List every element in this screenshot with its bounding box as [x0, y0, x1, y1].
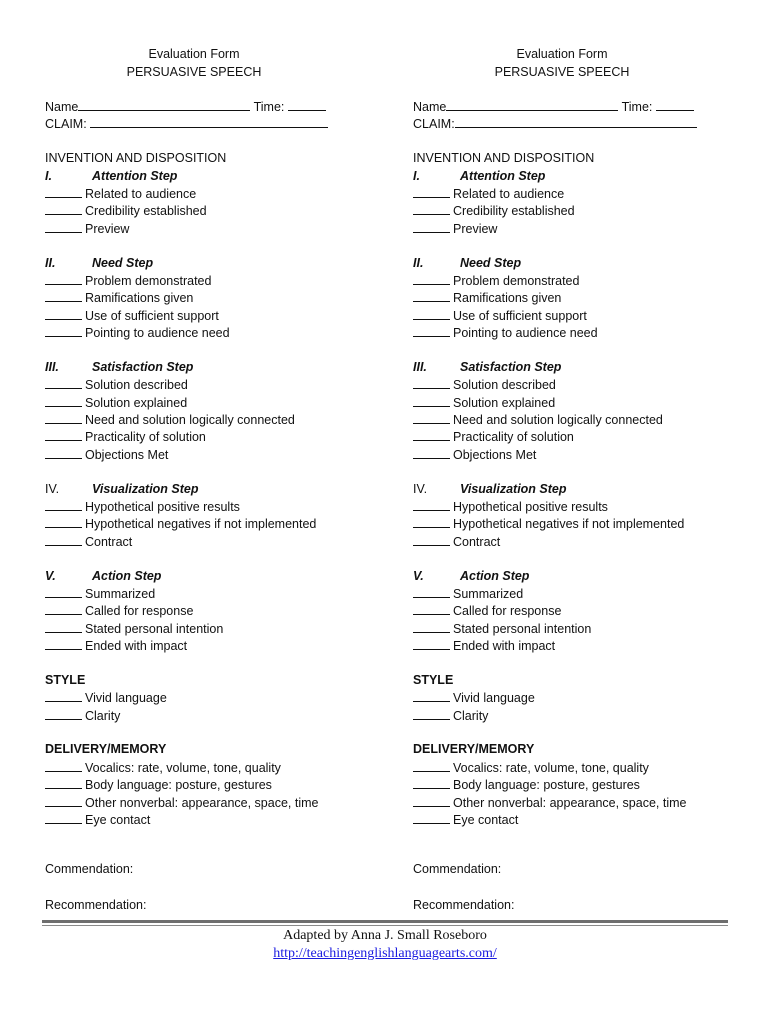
checklist-item	[45, 637, 345, 654]
item-label: Use of sufficient support	[85, 308, 219, 323]
checklist-item	[45, 759, 345, 776]
score-blank[interactable]	[45, 602, 82, 615]
style-heading: STYLE	[45, 672, 86, 687]
item-label: Credibility established	[85, 204, 207, 219]
item-label: Ramifications given	[453, 291, 562, 306]
section-heading-visualization	[413, 481, 713, 498]
section-title: Need Step	[92, 255, 154, 270]
item-label: Called for response	[85, 604, 194, 619]
form-title: Evaluation Form	[148, 47, 240, 61]
name-label: Name	[413, 100, 447, 114]
score-blank[interactable]	[413, 533, 450, 546]
checklist-item	[413, 707, 713, 724]
item-label: Called for response	[453, 604, 562, 619]
item-label: Problem demonstrated	[453, 273, 580, 288]
section-numeral: II.	[413, 255, 424, 270]
score-blank[interactable]	[413, 289, 450, 302]
footer	[0, 927, 770, 963]
item-label: Clarity	[85, 708, 121, 723]
checklist-item	[413, 376, 713, 393]
score-blank[interactable]	[413, 411, 450, 424]
checklist-item	[413, 411, 713, 428]
score-blank[interactable]	[45, 272, 82, 285]
checklist-item	[45, 620, 345, 637]
section-title: Satisfaction Step	[460, 359, 562, 374]
item-label: Vocalics: rate, volume, tone, quality	[453, 760, 649, 775]
score-blank[interactable]	[413, 776, 450, 789]
item-label: Stated personal intention	[453, 621, 592, 636]
score-blank[interactable]	[413, 394, 450, 407]
item-label: Body language: posture, gestures	[453, 778, 640, 793]
claim-row	[413, 115, 713, 132]
score-blank[interactable]	[45, 620, 82, 633]
score-blank[interactable]	[45, 689, 82, 702]
item-label: Related to audience	[85, 186, 197, 201]
checklist-item	[413, 428, 713, 445]
name-field[interactable]	[446, 98, 618, 111]
section-numeral: V.	[45, 568, 56, 583]
item-label: Other nonverbal: appearance, space, time	[453, 795, 687, 810]
checklist-item	[413, 220, 713, 237]
item-label: Body language: posture, gestures	[85, 778, 272, 793]
section-heading-action	[413, 568, 713, 585]
commendation-label-right: Commendation:	[413, 862, 502, 876]
checklist-item	[413, 289, 713, 306]
claim-field[interactable]	[90, 115, 328, 128]
score-blank[interactable]	[413, 498, 450, 511]
item-label: Ended with impact	[453, 639, 556, 654]
claim-label: CLAIM:	[413, 117, 455, 132]
footer-divider-thick	[42, 920, 728, 923]
section-title: Action Step	[92, 568, 162, 583]
checklist-item	[45, 498, 345, 515]
section-heading-attention	[45, 168, 345, 185]
score-blank[interactable]	[45, 515, 82, 528]
section-heading-attention	[413, 168, 713, 185]
checklist-item	[413, 272, 713, 289]
checklist-item	[45, 272, 345, 289]
item-label: Contract	[85, 534, 133, 549]
checklist-item	[45, 533, 345, 550]
score-blank[interactable]	[413, 324, 450, 337]
score-blank[interactable]	[45, 307, 82, 320]
checklist-item	[45, 411, 345, 428]
checklist-item	[45, 220, 345, 237]
checklist-item	[45, 776, 345, 793]
section-numeral: III.	[413, 359, 427, 374]
time-field[interactable]	[288, 98, 326, 111]
item-label: Solution described	[453, 378, 556, 393]
score-blank[interactable]	[413, 689, 450, 702]
score-blank[interactable]	[45, 446, 82, 459]
form-subtitle: PERSUASIVE SPEECH	[126, 64, 262, 79]
checklist-item	[45, 394, 345, 411]
section-title: Attention Step	[460, 168, 546, 183]
checklist-item	[413, 202, 713, 219]
item-label: Solution described	[85, 378, 188, 393]
section-title: Attention Step	[92, 168, 178, 183]
checklist-item	[413, 776, 713, 793]
item-label: Hypothetical positive results	[85, 499, 240, 514]
item-label: Pointing to audience need	[453, 326, 598, 341]
item-label: Hypothetical positive results	[453, 499, 608, 514]
section-numeral: IV.	[413, 481, 428, 496]
item-label: Objections Met	[453, 447, 537, 462]
claim-label: CLAIM:	[45, 117, 87, 132]
section-heading-need	[45, 255, 345, 272]
section-title: Visualization Step	[460, 481, 567, 496]
checklist-item	[45, 707, 345, 724]
checklist-item	[413, 185, 713, 202]
item-label: Vivid language	[453, 691, 535, 706]
checklist-item	[413, 307, 713, 324]
item-label: Eye contact	[453, 813, 519, 828]
checklist-item	[413, 689, 713, 706]
checklist-item	[413, 533, 713, 550]
checklist-item	[45, 307, 345, 324]
score-blank[interactable]	[45, 794, 82, 807]
score-blank[interactable]	[45, 202, 82, 215]
checklist-item	[45, 324, 345, 341]
score-blank[interactable]	[45, 394, 82, 407]
time-field[interactable]	[656, 98, 694, 111]
section-numeral: IV.	[45, 481, 60, 496]
score-blank[interactable]	[45, 637, 82, 650]
section-heading-visualization	[45, 481, 345, 498]
score-blank[interactable]	[413, 515, 450, 528]
score-blank[interactable]	[45, 220, 82, 233]
footer-credit: Adapted by Anna J. Small Roseboro	[283, 928, 487, 943]
score-blank[interactable]	[413, 602, 450, 615]
item-label: Objections Met	[85, 447, 169, 462]
item-label: Solution explained	[85, 395, 188, 410]
checklist-item	[413, 515, 713, 532]
evaluation-form-right	[413, 46, 713, 828]
item-label: Summarized	[453, 586, 524, 601]
score-blank[interactable]	[413, 759, 450, 772]
time-label: Time:	[253, 100, 285, 114]
checklist-item	[45, 794, 345, 811]
item-label: Use of sufficient support	[453, 308, 587, 323]
score-blank[interactable]	[413, 446, 450, 459]
checklist-item	[413, 498, 713, 515]
score-blank[interactable]	[45, 759, 82, 772]
checklist-item	[45, 202, 345, 219]
name-label: Name	[45, 100, 79, 114]
section-heading-satisfaction	[413, 359, 713, 376]
delivery-heading: DELIVERY/MEMORY	[45, 742, 167, 757]
section-numeral: I.	[413, 168, 420, 183]
section-title: Action Step	[460, 568, 530, 583]
name-time-row	[45, 98, 345, 115]
checklist-item	[413, 394, 713, 411]
checklist-item	[45, 446, 345, 463]
score-blank[interactable]	[413, 794, 450, 807]
section-heading-action	[45, 568, 345, 585]
checklist-item	[45, 585, 345, 602]
item-label: Preview	[85, 221, 130, 236]
section-title: Satisfaction Step	[92, 359, 194, 374]
checklist-item	[413, 324, 713, 341]
checklist-item	[413, 759, 713, 776]
item-label: Ended with impact	[85, 639, 188, 654]
checklist-item	[45, 602, 345, 619]
checklist-item	[45, 689, 345, 706]
recommendation-label-right: Recommendation:	[413, 898, 515, 912]
score-blank[interactable]	[413, 272, 450, 285]
item-label: Practicality of solution	[453, 430, 574, 445]
score-blank[interactable]	[45, 289, 82, 302]
checklist-item	[413, 620, 713, 637]
checklist-item	[45, 428, 345, 445]
score-blank[interactable]	[413, 202, 450, 215]
score-blank[interactable]	[45, 411, 82, 424]
score-blank[interactable]	[413, 185, 450, 198]
score-blank[interactable]	[413, 428, 450, 441]
score-blank[interactable]	[45, 376, 82, 389]
item-label: Hypothetical negatives if not implemented	[453, 517, 685, 532]
checklist-item	[45, 185, 345, 202]
evaluation-form-left	[45, 46, 345, 828]
score-blank[interactable]	[45, 776, 82, 789]
score-blank[interactable]	[413, 585, 450, 598]
section-title: Visualization Step	[92, 481, 199, 496]
score-blank[interactable]	[45, 324, 82, 337]
score-blank[interactable]	[45, 585, 82, 598]
section-numeral: I.	[45, 168, 52, 183]
item-label: Contract	[453, 534, 501, 549]
section-heading-need	[413, 255, 713, 272]
checklist-item	[45, 376, 345, 393]
score-blank[interactable]	[413, 707, 450, 720]
item-label: Ramifications given	[85, 291, 194, 306]
item-label: Related to audience	[453, 186, 565, 201]
commendation-label-left: Commendation:	[45, 862, 134, 876]
score-blank[interactable]	[45, 811, 82, 824]
section-numeral: V.	[413, 568, 424, 583]
score-blank[interactable]	[45, 707, 82, 720]
item-label: Need and solution logically connected	[453, 413, 663, 428]
checklist-item	[413, 602, 713, 619]
checklist-item	[45, 811, 345, 828]
invention-heading: INVENTION AND DISPOSITION	[413, 151, 595, 166]
item-label: Vivid language	[85, 691, 167, 706]
item-label: Eye contact	[85, 813, 151, 828]
checklist-item	[413, 585, 713, 602]
footer-link[interactable]: http://teachingenglishlanguagearts.com/	[273, 946, 497, 961]
item-label: Clarity	[453, 708, 489, 723]
checklist-item	[413, 811, 713, 828]
form-title: Evaluation Form	[516, 47, 608, 61]
score-blank[interactable]	[413, 811, 450, 824]
name-time-row	[413, 98, 713, 115]
name-field[interactable]	[78, 98, 250, 111]
style-heading: STYLE	[413, 672, 454, 687]
item-label: Stated personal intention	[85, 621, 224, 636]
claim-row	[45, 115, 345, 132]
score-blank[interactable]	[413, 220, 450, 233]
invention-heading: INVENTION AND DISPOSITION	[45, 151, 227, 166]
item-label: Solution explained	[453, 395, 556, 410]
item-label: Need and solution logically connected	[85, 413, 295, 428]
checklist-item	[45, 515, 345, 532]
score-blank[interactable]	[413, 620, 450, 633]
recommendation-label-left: Recommendation:	[45, 898, 147, 912]
checklist-item	[413, 446, 713, 463]
score-blank[interactable]	[45, 185, 82, 198]
section-title: Need Step	[460, 255, 522, 270]
checklist-item	[413, 637, 713, 654]
score-blank[interactable]	[45, 533, 82, 546]
item-label: Vocalics: rate, volume, tone, quality	[85, 760, 281, 775]
item-label: Credibility established	[453, 204, 575, 219]
item-label: Practicality of solution	[85, 430, 206, 445]
score-blank[interactable]	[413, 637, 450, 650]
claim-field[interactable]	[455, 115, 697, 128]
section-heading-satisfaction	[45, 359, 345, 376]
item-label: Problem demonstrated	[85, 273, 212, 288]
item-label: Other nonverbal: appearance, space, time	[85, 795, 319, 810]
section-numeral: II.	[45, 255, 56, 270]
delivery-heading: DELIVERY/MEMORY	[413, 742, 535, 757]
checklist-item	[45, 289, 345, 306]
score-blank[interactable]	[45, 498, 82, 511]
score-blank[interactable]	[413, 307, 450, 320]
item-label: Pointing to audience need	[85, 326, 230, 341]
checklist-item	[413, 794, 713, 811]
item-label: Hypothetical negatives if not implemented	[85, 517, 317, 532]
section-numeral: III.	[45, 359, 59, 374]
score-blank[interactable]	[45, 428, 82, 441]
form-subtitle: PERSUASIVE SPEECH	[494, 64, 630, 79]
item-label: Summarized	[85, 586, 156, 601]
footer-divider-thin	[42, 925, 728, 926]
score-blank[interactable]	[413, 376, 450, 389]
time-label: Time:	[621, 100, 653, 114]
item-label: Preview	[453, 221, 498, 236]
